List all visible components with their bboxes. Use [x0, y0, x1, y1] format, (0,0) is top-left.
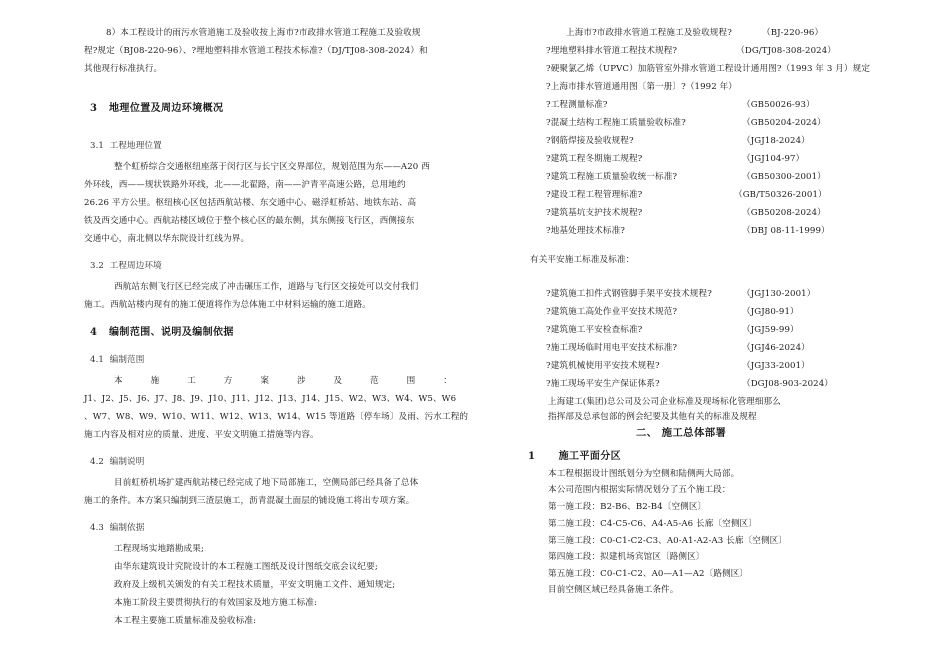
section-3-2-line-1: 西航站东侧飞行区已经完成了冲击碾压工作，道路与飞行区交接处可以交付我们 — [114, 282, 419, 292]
std-row — [546, 308, 836, 317]
safety-standards-heading: 有关平安施工标准及标准： — [530, 255, 635, 265]
right-column — [528, 0, 871, 672]
std-code: （JGJ18-2024） — [742, 136, 810, 146]
spread-char: 施 — [150, 376, 160, 386]
zone-line-5: 第三施工段：C0-C1-C2-C3、A0-A1-A2-A3 长廊〔空侧区〕 — [548, 536, 788, 546]
para-8-line-2: 程?规定（BJ08-220-96）、?埋地塑料排水管道工程技术标准?（DJ/TJ08-308-2024）和 — [84, 46, 428, 56]
std-code: （GB/T50326-2001） — [734, 190, 827, 200]
zone-line-3: 第一施工段：B2-B6、B2-B4〔空侧区〕 — [548, 502, 707, 512]
company-line-1: 上海建工(集团)总公司及公司企业标准及现场标化管理细那么 — [548, 397, 781, 407]
std-name: ?建筑施工扣件式钢管脚手架平安技术规程? — [546, 289, 712, 299]
spread-char: 围 — [406, 376, 416, 386]
section-4-number: 4 — [90, 327, 98, 338]
std-code: （JGJ59-99） — [742, 325, 799, 335]
section-4-1-spread-line — [114, 377, 452, 386]
section-4-3-line-4: 本施工阶段主要贯彻执行的有效国家及地方施工标准: — [114, 598, 317, 608]
section-4-1-line-3: 、W7、W8、W9、W10、W11、W12、W13、W14、W15 等道路〔停车场〕及雨、污水工程的 — [84, 412, 469, 422]
section-4-2-heading — [90, 458, 144, 467]
section-4-3-heading — [90, 524, 144, 533]
section-4-1-number: 4.1 — [90, 355, 104, 365]
std-code: （JGJ80-91） — [742, 307, 799, 317]
std-row — [546, 227, 836, 236]
zone-line-1: 本工程根据设计图纸划分为空侧和陆侧两大局部。 — [548, 469, 740, 479]
upvc-line-2: ?上海市排水管道通用图〔第一册〕?（1992 年） — [546, 82, 738, 92]
section-3-1-line-5: 交通中心，南北侧以华东院设计红线为界。 — [84, 234, 250, 244]
section-3-2-heading — [90, 262, 162, 271]
section-3-2-line-2: 施工。西航站楼内现有的施工便道将作为总体施工中材料运输的施工道路。 — [84, 300, 371, 310]
section-4-heading — [90, 328, 234, 338]
std-name: ?混凝土结构工程施工质量验收标准? — [546, 118, 686, 128]
std-row — [546, 47, 836, 56]
section-two-heading: 二、 施工总体部署 — [636, 427, 727, 439]
std-row — [546, 119, 836, 128]
std-code: （GB50026-93） — [742, 100, 815, 110]
section-4-2-line-1: 目前虹桥机场扩建西航站楼已经完成了地下局部施工，空侧局部已经具备了总体 — [114, 478, 419, 488]
section-3-heading — [90, 104, 223, 114]
section-3-number: 3 — [90, 103, 98, 114]
section-4-1-title: 编制范围 — [109, 355, 145, 365]
spread-char: 案 — [260, 376, 270, 386]
section-3-1-line-1: 整个虹桥综合交通枢纽座落于闵行区与长宁区交界部位，规划范围为东——A20 西 — [114, 162, 430, 172]
std-name: ?埋地塑料排水管道工程技术规程? — [546, 46, 678, 56]
std-row — [546, 290, 836, 299]
section-3-1-line-4: 铁及西交通中心。西航站楼区域位于整个核心区的最东侧，其东侧接飞行区，西侧接东 — [84, 216, 415, 226]
zone-line-6: 第四施工段：拟建机场宾馆区〔路侧区〕 — [548, 552, 705, 562]
std-code: （BJ-220-96） — [762, 28, 824, 38]
std-name: ?建筑机械使用平安技术规程? — [546, 361, 660, 371]
std-code: （JGJ130-2001） — [742, 289, 816, 299]
std-code: （GB50204-2024） — [742, 118, 826, 128]
std-name: ?建筑工程施工质量验收统一标准? — [546, 172, 678, 182]
section-4-3-line-1: 工程现场实地踏勘成果; — [114, 544, 204, 554]
section-3-1-title: 工程地理位置 — [109, 141, 162, 151]
section-4-3-line-3: 政府及上级机关颁发的有关工程技术质量，平安文明施工文件、通知规定; — [114, 580, 396, 590]
std-name: ?钢筋焊接及验收规程? — [546, 136, 634, 146]
zone-line-2: 本公司范围内根据实际情况划分了五个施工段： — [548, 485, 731, 495]
std-code: （JGJ46-2024） — [742, 343, 810, 353]
std-row — [546, 326, 836, 335]
section-4-3-line-2: 由华东建筑设计究院设计的本工程施工图纸及设计图纸交底会议纪要; — [114, 562, 378, 572]
spread-char: 及 — [333, 376, 343, 386]
std-row — [546, 344, 836, 353]
section-4-1-line-4: 施工内容及相对应的质量、进度、平安文明施工措施等内容。 — [84, 430, 319, 440]
zone-line-7: 第五施工段：C0-C1-C2、A0—A1—A2〔路侧区〕 — [548, 569, 749, 579]
spread-char: ： — [443, 376, 452, 386]
std-code: （DG/TJ08-308-2024） — [736, 46, 836, 56]
upvc-line-1: ?硬聚氯乙烯（UPVC）加筋管室外排水管道工程设计通用图?（1993 年 3 月）规定 — [546, 64, 871, 74]
std-row — [566, 29, 856, 38]
std-name: ?建设工程工程管理标准? — [546, 190, 643, 200]
section-4-3-line-5: 本工程主要施工质量标准及验收标准: — [114, 616, 257, 626]
company-line-2: 指挥部及总承包部的例会纪要及其他有关的标准及规程 — [548, 412, 757, 422]
std-code: （GB50208-2024） — [742, 208, 826, 218]
section-4-2-line-2: 施工的条件。本方案只编制到三渣层施工，沥青混凝土面层的铺设施工将出专项方案。 — [84, 496, 415, 506]
std-name: ?建筑施工平安检查标准? — [546, 325, 643, 335]
std-row — [546, 155, 836, 164]
section-4-title: 编制范围、说明及编制依据 — [109, 327, 234, 338]
std-code: （DGJ08-903-2024） — [742, 379, 834, 389]
section-3-2-title: 工程周边环境 — [109, 261, 162, 271]
std-name: ?施工现场平安生产保证体系? — [546, 379, 660, 389]
section-3-1-heading — [90, 142, 162, 151]
std-code: （JGJ104-97） — [742, 154, 805, 164]
std-name: ?建筑基坑支护技术规程? — [546, 208, 643, 218]
zone-line-4: 第二施工段：C4-C5-C6、A4-A5-A6 长廊〔空侧区〕 — [548, 519, 757, 529]
subsection-1-number: 1 — [528, 451, 536, 462]
std-code: （DBJ 08-11-1999） — [742, 226, 830, 236]
subsection-1-title: 施工平面分区 — [558, 451, 622, 462]
section-3-2-number: 3.2 — [90, 261, 104, 271]
section-4-2-title: 编制说明 — [109, 457, 145, 467]
std-name: ?建筑施工高处作业平安技术规范? — [546, 307, 678, 317]
std-row — [546, 191, 836, 200]
section-4-1-line-2: J1、J2、J5、J6、J7、J8、J9、J10、J11、J12、J13、J14、J15、W2、W3、W4、W5、W6 — [84, 394, 457, 404]
std-row — [546, 137, 836, 146]
section-3-1-line-2: 外环线，西——规状铁路外环线，北——北翟路，南——沪青平高速公路，总用地约 — [84, 180, 406, 190]
std-name: 上海市?市政排水管道工程施工及验收规程? — [566, 28, 732, 38]
std-row — [546, 209, 836, 218]
section-3-1-number: 3.1 — [90, 141, 104, 151]
section-4-3-number: 4.3 — [90, 523, 104, 533]
para-8-line-3: 其他现行标准执行。 — [84, 64, 163, 74]
std-name: ?施工现场临时用电平安技术标准? — [546, 343, 678, 353]
spread-char: 本 — [114, 376, 123, 386]
std-name: ?工程测量标准? — [546, 100, 608, 110]
spread-char: 方 — [223, 376, 233, 386]
subsection-1-heading — [528, 452, 621, 462]
std-code: （GB50300-2001） — [742, 172, 826, 182]
std-row — [546, 101, 836, 110]
para-8-line-1: 8）本工程设计的雨污水管道施工及验收按上海市?市政排水管道工程施工及验收规 — [106, 28, 421, 38]
spread-char: 涉 — [296, 376, 306, 386]
std-row — [546, 380, 836, 389]
std-name: ?建筑工程冬期施工规程? — [546, 154, 643, 164]
std-code: （JGJ33-2001） — [742, 361, 810, 371]
section-4-1-heading — [90, 356, 144, 365]
section-4-3-title: 编制依据 — [109, 523, 145, 533]
zone-line-8: 目前空侧区域已经具备施工条件。 — [548, 585, 679, 595]
section-3-1-line-3: 26.26 平方公里。枢纽核心区包括西航站楼、东交通中心、磁浮虹桥站、地铁东站、高 — [84, 198, 417, 208]
spread-char: 范 — [370, 376, 379, 386]
std-row — [546, 173, 836, 182]
std-row — [546, 362, 836, 371]
section-3-title: 地理位置及周边环境概况 — [109, 103, 224, 114]
spread-char: 工 — [187, 376, 196, 386]
std-name: ?地基处理技术标准? — [546, 226, 625, 236]
section-4-2-number: 4.2 — [90, 457, 104, 467]
left-column — [84, 0, 469, 672]
